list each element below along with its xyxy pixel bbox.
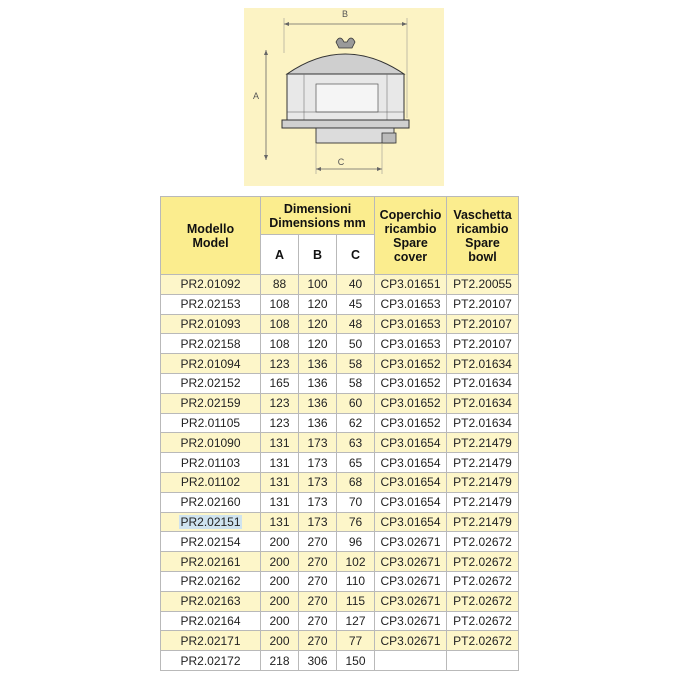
cell-dim-b: 136: [299, 354, 337, 374]
cell-dim-b: 173: [299, 512, 337, 532]
base-ring: [282, 120, 409, 128]
cell-spare-cover: CP3.01652: [375, 393, 447, 413]
table-row: [161, 512, 519, 532]
table-row: [161, 571, 519, 591]
cell-dim-c: 110: [337, 571, 375, 591]
cell-spare-bowl: PT2.02672: [447, 611, 519, 631]
dimension-a-label: A: [252, 91, 260, 101]
header-dim-b: B: [299, 235, 337, 275]
cell-dim-a: 131: [261, 453, 299, 473]
cell-spare-bowl: PT2.20107: [447, 294, 519, 314]
cell-dim-a: 131: [261, 512, 299, 532]
cell-dim-b: 136: [299, 373, 337, 393]
cell-model: PR2.01103: [161, 453, 261, 473]
header-dim-c: C: [337, 235, 375, 275]
cell-spare-cover: CP3.01654: [375, 433, 447, 453]
table-header: [161, 197, 519, 275]
cell-dim-c: 60: [337, 393, 375, 413]
cell-dim-c: 127: [337, 611, 375, 631]
cell-spare-bowl: PT2.21479: [447, 512, 519, 532]
table-row: [161, 453, 519, 473]
cell-spare-cover: CP3.01652: [375, 413, 447, 433]
cell-model: PR2.02158: [161, 334, 261, 354]
cell-dim-a: 200: [261, 611, 299, 631]
cell-dim-a: 165: [261, 373, 299, 393]
cell-spare-cover: CP3.01653: [375, 294, 447, 314]
cell-spare-cover: CP3.01654: [375, 453, 447, 473]
cell-spare-cover: CP3.02671: [375, 571, 447, 591]
table-row: [161, 492, 519, 512]
cell-dim-b: 270: [299, 532, 337, 552]
cell-dim-a: 200: [261, 631, 299, 651]
cell-spare-bowl: PT2.21479: [447, 453, 519, 473]
cell-spare-bowl: PT2.21479: [447, 433, 519, 453]
table-row: [161, 314, 519, 334]
header-dimensions: Dimensioni Dimensions mm: [261, 197, 375, 235]
dimension-c-label: C: [337, 157, 345, 167]
cell-model: PR2.02160: [161, 492, 261, 512]
cell-spare-cover: CP3.01653: [375, 314, 447, 334]
table-row: [161, 334, 519, 354]
cell-spare-bowl: PT2.02672: [447, 631, 519, 651]
cell-dim-a: 200: [261, 571, 299, 591]
cell-spare-bowl: PT2.01634: [447, 373, 519, 393]
cell-spare-bowl: PT2.01634: [447, 393, 519, 413]
cell-spare-bowl: PT2.02672: [447, 571, 519, 591]
spec-table: [160, 196, 519, 671]
table-row: [161, 275, 519, 295]
cell-dim-a: 200: [261, 532, 299, 552]
product-drawing: [244, 8, 444, 186]
cell-spare-cover: CP3.02671: [375, 611, 447, 631]
cell-model: PR2.02162: [161, 571, 261, 591]
cell-dim-c: 96: [337, 532, 375, 552]
table-row: [161, 532, 519, 552]
cell-spare-bowl: PT2.02672: [447, 591, 519, 611]
cell-dim-b: 270: [299, 552, 337, 572]
cell-dim-b: 120: [299, 314, 337, 334]
table-row: [161, 433, 519, 453]
cell-dim-c: 68: [337, 472, 375, 492]
cell-model: PR2.01093: [161, 314, 261, 334]
table-row: [161, 373, 519, 393]
cell-dim-c: 63: [337, 433, 375, 453]
cell-dim-c: 150: [337, 651, 375, 671]
header-dim-a: A: [261, 235, 299, 275]
table-row: [161, 354, 519, 374]
cell-dim-a: 108: [261, 314, 299, 334]
cell-model: PR2.02163: [161, 591, 261, 611]
cell-model: PR2.02171: [161, 631, 261, 651]
cell-model: PR2.02164: [161, 611, 261, 631]
cell-dim-a: 131: [261, 433, 299, 453]
cell-dim-b: 120: [299, 334, 337, 354]
cell-spare-bowl: PT2.02672: [447, 552, 519, 572]
cell-spare-cover: CP3.02671: [375, 552, 447, 572]
cell-model: PR2.02161: [161, 552, 261, 572]
cell-spare-bowl: PT2.02672: [447, 532, 519, 552]
cell-dim-a: 123: [261, 413, 299, 433]
cell-spare-cover: CP3.01652: [375, 373, 447, 393]
cell-model: PR2.01102: [161, 472, 261, 492]
cell-dim-c: 62: [337, 413, 375, 433]
cell-dim-c: 50: [337, 334, 375, 354]
cell-dim-c: 76: [337, 512, 375, 532]
table-row: [161, 472, 519, 492]
cell-dim-c: 102: [337, 552, 375, 572]
cell-dim-a: 123: [261, 393, 299, 413]
cell-spare-cover: [375, 651, 447, 671]
cell-dim-c: 40: [337, 275, 375, 295]
table-row: [161, 413, 519, 433]
cell-dim-b: 270: [299, 571, 337, 591]
cell-dim-b: 136: [299, 413, 337, 433]
cell-model: PR2.01094: [161, 354, 261, 374]
cell-dim-a: 108: [261, 334, 299, 354]
cell-dim-b: 173: [299, 453, 337, 473]
cell-model: PR2.02159: [161, 393, 261, 413]
cell-spare-bowl: PT2.21479: [447, 492, 519, 512]
cell-model: PR2.02172: [161, 651, 261, 671]
cell-dim-b: 120: [299, 294, 337, 314]
cell-dim-b: 270: [299, 611, 337, 631]
cell-spare-bowl: PT2.20107: [447, 314, 519, 334]
table-row: [161, 393, 519, 413]
inner-window: [316, 84, 378, 112]
cell-dim-b: 173: [299, 472, 337, 492]
cell-dim-b: 100: [299, 275, 337, 295]
cell-spare-cover: CP3.01654: [375, 472, 447, 492]
cell-dim-b: 270: [299, 591, 337, 611]
table-body: [161, 275, 519, 671]
cell-dim-c: 58: [337, 373, 375, 393]
cell-spare-cover: CP3.01654: [375, 492, 447, 512]
cell-dim-b: 173: [299, 433, 337, 453]
cell-dim-a: 218: [261, 651, 299, 671]
cell-spare-bowl: PT2.01634: [447, 413, 519, 433]
cell-model: PR2.02154: [161, 532, 261, 552]
cell-spare-bowl: PT2.01634: [447, 354, 519, 374]
cell-dim-c: 45: [337, 294, 375, 314]
cell-dim-c: 70: [337, 492, 375, 512]
cell-dim-b: 173: [299, 492, 337, 512]
cell-spare-cover: CP3.02671: [375, 631, 447, 651]
cell-model: PR2.01090: [161, 433, 261, 453]
cell-dim-a: 131: [261, 492, 299, 512]
cell-model: PR2.02152: [161, 373, 261, 393]
cell-spare-bowl: [447, 651, 519, 671]
cell-dim-c: 65: [337, 453, 375, 473]
table-row: [161, 591, 519, 611]
clamp: [382, 133, 396, 143]
header-spare-bowl: Vaschetta ricambio Spare bowl: [447, 197, 519, 275]
cell-dim-b: 306: [299, 651, 337, 671]
cell-dim-a: 88: [261, 275, 299, 295]
header-model: Modello Model: [161, 197, 261, 275]
cell-dim-c: 58: [337, 354, 375, 374]
cell-spare-bowl: PT2.21479: [447, 472, 519, 492]
cell-dim-c: 115: [337, 591, 375, 611]
header-spare-cover: Coperchio ricambio Spare cover: [375, 197, 447, 275]
cell-dim-a: 200: [261, 552, 299, 572]
dimension-b-label: B: [341, 9, 349, 19]
cell-dim-c: 48: [337, 314, 375, 334]
cell-dim-a: 200: [261, 591, 299, 611]
cell-dim-a: 108: [261, 294, 299, 314]
cell-dim-c: 77: [337, 631, 375, 651]
cell-model: PR2.01105: [161, 413, 261, 433]
highlighted-model-text: PR2.02151: [180, 514, 241, 529]
cell-spare-cover: CP3.02671: [375, 532, 447, 552]
cell-dim-b: 270: [299, 631, 337, 651]
table-row: [161, 631, 519, 651]
cell-spare-cover: CP3.01654: [375, 512, 447, 532]
table-row: [161, 552, 519, 572]
cell-spare-cover: CP3.02671: [375, 591, 447, 611]
cell-model: [161, 512, 261, 532]
cell-spare-bowl: PT2.20055: [447, 275, 519, 295]
cell-dim-a: 123: [261, 354, 299, 374]
table-row: [161, 294, 519, 314]
cell-model: PR2.02153: [161, 294, 261, 314]
cell-spare-cover: CP3.01653: [375, 334, 447, 354]
cell-spare-bowl: PT2.20107: [447, 334, 519, 354]
cell-dim-a: 131: [261, 472, 299, 492]
cell-spare-cover: CP3.01652: [375, 354, 447, 374]
cell-spare-cover: CP3.01651: [375, 275, 447, 295]
cell-dim-b: 136: [299, 393, 337, 413]
table-row: [161, 611, 519, 631]
cell-model: PR2.01092: [161, 275, 261, 295]
table-row: [161, 651, 519, 671]
